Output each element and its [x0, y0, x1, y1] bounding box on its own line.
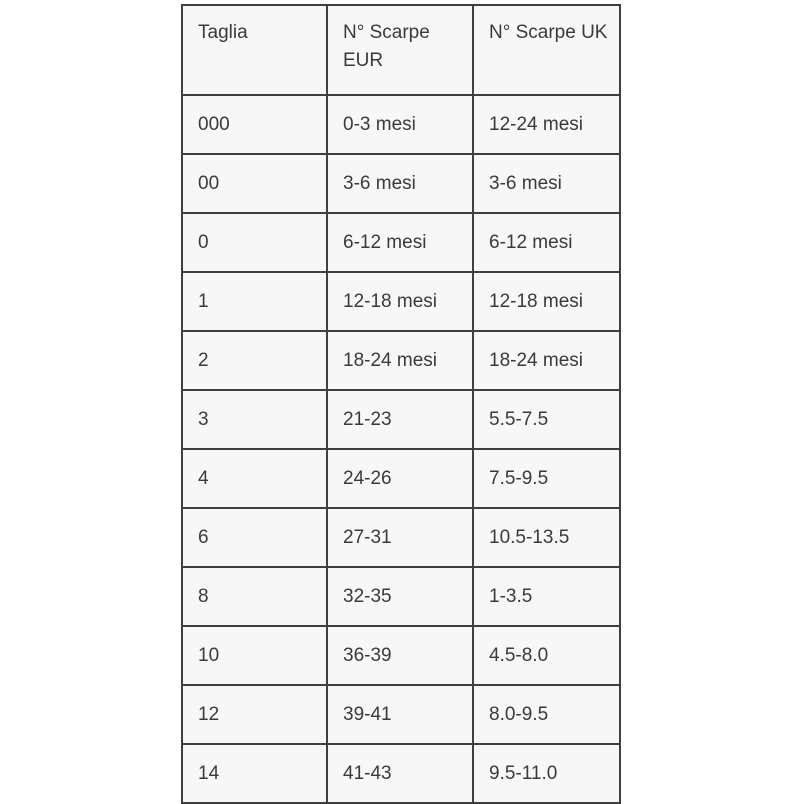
table-cell: 4 [182, 449, 327, 508]
table-row [182, 390, 620, 449]
table-cell: 21-23 [327, 390, 473, 449]
size-chart-table [181, 4, 621, 804]
table-cell: 14 [182, 744, 327, 803]
table-cell: 39-41 [327, 685, 473, 744]
table-cell: 24-26 [327, 449, 473, 508]
table-cell: 5.5-7.5 [473, 390, 620, 449]
table-cell: 2 [182, 331, 327, 390]
table-cell: 10 [182, 626, 327, 685]
table-row [182, 567, 620, 626]
table-row [182, 744, 620, 803]
table-row [182, 213, 620, 272]
table-cell: 18-24 mesi [327, 331, 473, 390]
table-cell: 3 [182, 390, 327, 449]
table-cell: 18-24 mesi [473, 331, 620, 390]
table-cell: 000 [182, 95, 327, 154]
size-chart-container [181, 4, 619, 804]
table-cell: 27-31 [327, 508, 473, 567]
table-cell: 00 [182, 154, 327, 213]
table-cell: 3-6 mesi [473, 154, 620, 213]
table-row [182, 685, 620, 744]
size-chart-body [182, 95, 620, 803]
table-cell: 1 [182, 272, 327, 331]
table-cell: 6 [182, 508, 327, 567]
table-row [182, 154, 620, 213]
table-cell: 0 [182, 213, 327, 272]
table-row [182, 626, 620, 685]
table-cell: 36-39 [327, 626, 473, 685]
table-cell: 12-18 mesi [473, 272, 620, 331]
header-cell-taglia: Taglia [182, 5, 327, 95]
table-cell: 8.0-9.5 [473, 685, 620, 744]
header-cell-scarpe-uk: N° Scarpe UK [473, 5, 620, 95]
table-cell: 4.5-8.0 [473, 626, 620, 685]
table-row [182, 331, 620, 390]
table-cell: 12 [182, 685, 327, 744]
table-cell: 0-3 mesi [327, 95, 473, 154]
header-cell-scarpe-eur: N° Scarpe EUR [327, 5, 473, 95]
table-cell: 10.5-13.5 [473, 508, 620, 567]
size-chart-header [182, 5, 620, 95]
table-cell: 12-24 mesi [473, 95, 620, 154]
table-cell: 41-43 [327, 744, 473, 803]
table-cell: 12-18 mesi [327, 272, 473, 331]
table-cell: 3-6 mesi [327, 154, 473, 213]
table-row [182, 449, 620, 508]
table-row [182, 508, 620, 567]
header-row [182, 5, 620, 95]
table-cell: 8 [182, 567, 327, 626]
table-cell: 7.5-9.5 [473, 449, 620, 508]
table-row [182, 95, 620, 154]
table-row [182, 272, 620, 331]
table-cell: 32-35 [327, 567, 473, 626]
table-cell: 6-12 mesi [473, 213, 620, 272]
table-cell: 1-3.5 [473, 567, 620, 626]
table-cell: 6-12 mesi [327, 213, 473, 272]
table-cell: 9.5-11.0 [473, 744, 620, 803]
